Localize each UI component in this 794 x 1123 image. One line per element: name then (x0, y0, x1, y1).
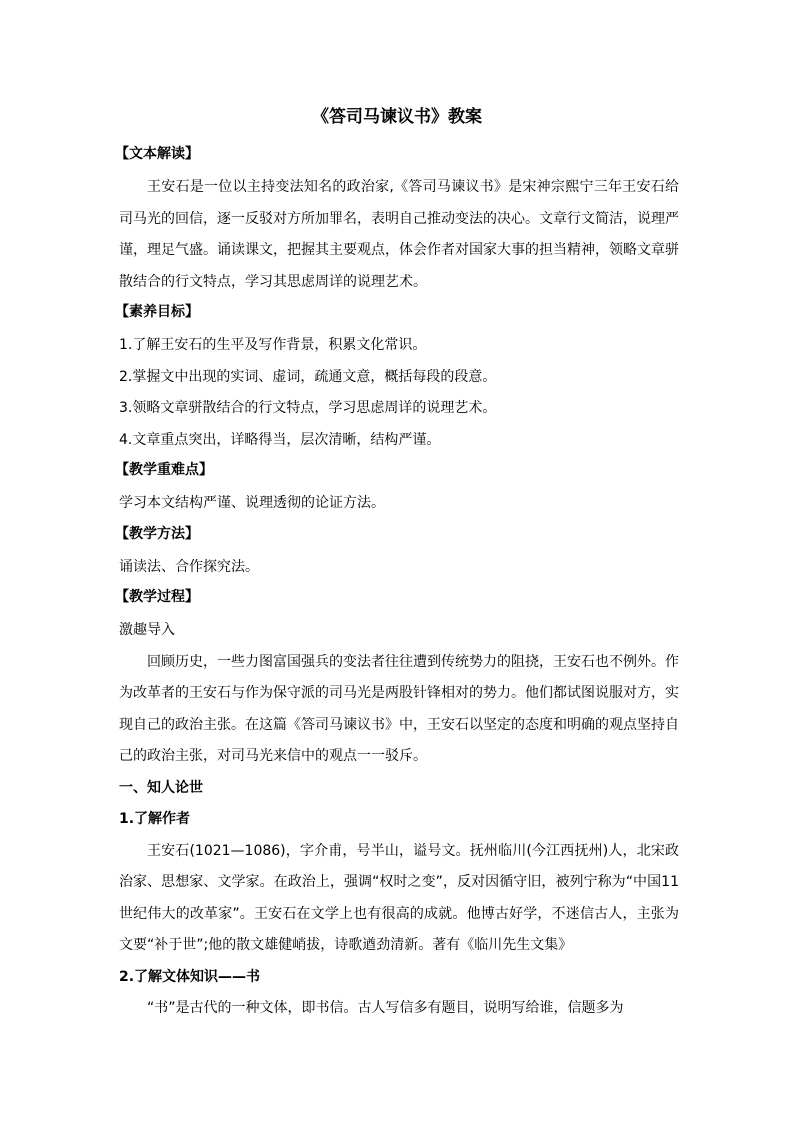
section-heading-process: 【教学过程】 (115, 589, 199, 605)
section-heading-goals: 【素养目标】 (115, 304, 199, 320)
goal-item-2: 2.掌握文中出现的实词、虚词，疏通文意，概括每段的段意。 (119, 368, 497, 385)
goal-item-1: 1.了解王安石的生平及写作背景，积累文化常识。 (119, 337, 427, 353)
section-heading-key-points: 【教学重难点】 (115, 462, 213, 478)
document-body (115, 140, 679, 1025)
key-points-text: 学习本文结构严谨、说理透彻的论证方法。 (119, 495, 385, 511)
methods-text: 诵读法、合作探究法。 (119, 558, 259, 575)
section-heading-methods: 【教学方法】 (115, 525, 199, 542)
sub2-heading: 2.了解文体知识——书 (119, 968, 261, 985)
sub1-heading: 1.了解作者 (119, 811, 191, 827)
intro-label: 激趣导入 (119, 622, 175, 638)
genre-paragraph: “书”是古代的一种文体，即书信。古人写信多有题目，说明写给谁，信题多为 (147, 1000, 624, 1016)
part1-heading: 一、知人论世 (119, 779, 203, 796)
document-title: 《答司马谏议书》教案 (312, 107, 482, 127)
intro-paragraph: 回顾历史，一些力图富国强兵的变法者往往遭到传统势力的阻挠，王安石也不例外。作为改革者的王安石与作为保守派的司马光是两股针锋相对的势力。他们都试图说服对方，实现自己的政治主张。在这篇《答司马谏议书》中，王安石以坚定的态度和明确的观点坚持自己的政治主张，对司马光来信中的观点一一驳斥。 (119, 653, 679, 764)
goal-item-4: 4.文章重点突出，详略得当，层次清晰，结构严谨。 (119, 431, 441, 448)
text-reading-paragraph: 王安石是一位以主持变法知名的政治家,《答司马谏议书》是宋神宗熙宁三年王安石给司马光的回信，逐一反驳对方所加罪名，表明自己推动变法的决心。文章行文简洁，说理严谨，理足气盛。诵读课文，把握其主要观点，体会作者对国家大事的担当精神，领略文章骈散结合的行文特点，学习其思虑周详的说理艺术。 (119, 179, 679, 290)
author-paragraph: 王安石(1021—1086)，字介甫，号半山，谥号文。抚州临川(今江西抚州)人，北宋政治家、思想家、文学家。在政治上，强调“权时之变”，反对因循守旧，被列宁称为“中国11世纪伟大的改革家”。王安石在文学上也有很高的成就。他博古好学，不迷信古人，主张为文要“补于世”;他的散文雄健峭拔，诗歌遒劲清新。著有《临川先生文集》 (119, 842, 679, 953)
goal-item-3: 3.领略文章骈散结合的行文特点，学习思虑周详的说理艺术。 (119, 400, 497, 416)
section-heading-text-reading: 【文本解读】 (115, 146, 199, 162)
